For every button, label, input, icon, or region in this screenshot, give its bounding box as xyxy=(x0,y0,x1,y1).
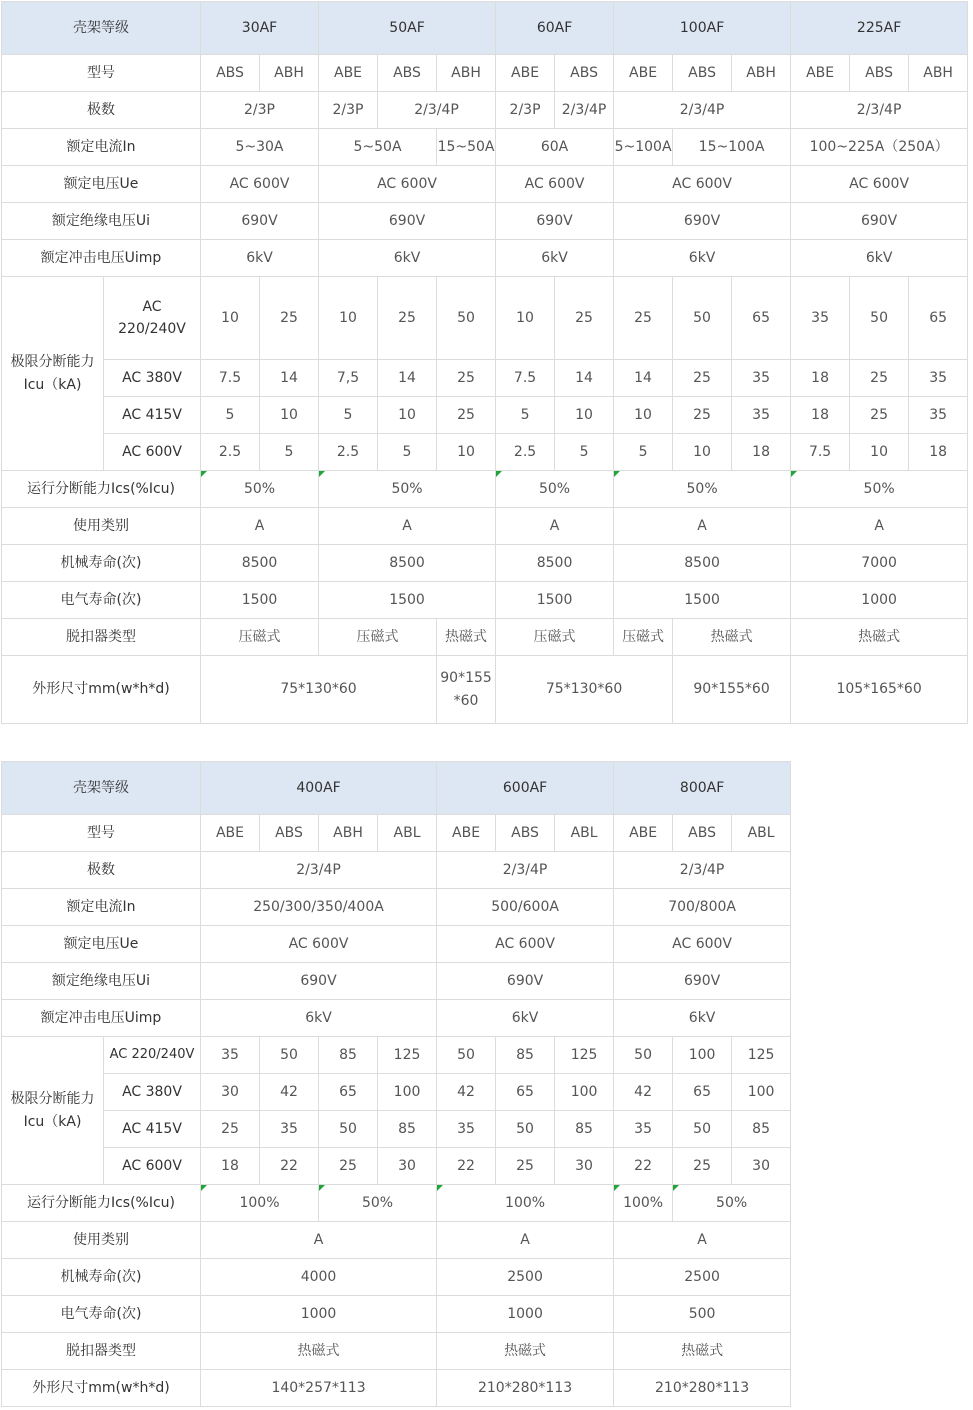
dimensions-cell: 105*165*60 xyxy=(791,656,968,724)
model-label: 型号 xyxy=(2,55,201,92)
trip-type-cell: 热磁式 xyxy=(437,619,496,656)
impulse-voltage-label: 额定冲击电压Uimp xyxy=(2,1000,201,1037)
rated-voltage-cell: AC 600V xyxy=(614,926,791,963)
icu-row xyxy=(2,277,968,360)
category-cell: A xyxy=(319,508,496,545)
icu-cell: 50 xyxy=(319,1111,378,1148)
icu-cell: 25 xyxy=(673,1148,732,1185)
impulse-voltage-row xyxy=(2,240,968,277)
icu-cell: 50 xyxy=(260,1037,319,1074)
electrical-life-label: 电气寿命(次) xyxy=(2,1296,201,1333)
rated-voltage-cell: AC 600V xyxy=(201,166,319,203)
frame-400af: 400AF xyxy=(201,762,437,815)
spec-table-1 xyxy=(1,1,968,724)
category-cell: A xyxy=(201,508,319,545)
rated-voltage-cell: AC 600V xyxy=(319,166,496,203)
frame-600af: 600AF xyxy=(437,762,614,815)
trip-type-cell: 热磁式 xyxy=(791,619,968,656)
icu-cell: 5 xyxy=(319,397,378,434)
ics-label: 运行分断能力Ics(%Icu) xyxy=(2,471,201,508)
icu-cell: 5 xyxy=(201,397,260,434)
icu-cell: 50 xyxy=(614,1037,673,1074)
insulation-voltage-cell: 690V xyxy=(614,963,791,1000)
icu-cell: 125 xyxy=(555,1037,614,1074)
category-cell: A xyxy=(201,1222,437,1259)
icu-label: 极限分断能力Icu（kA) xyxy=(2,277,104,471)
model-cell: ABL xyxy=(732,815,791,852)
icu-cell: 30 xyxy=(555,1148,614,1185)
ics-cell: 50% xyxy=(319,1185,437,1222)
icu-voltage: AC 600V xyxy=(104,434,201,471)
dimensions-cell: 90*155*60 xyxy=(673,656,791,724)
icu-cell: 14 xyxy=(614,360,673,397)
trip-type-cell: 压磁式 xyxy=(614,619,673,656)
electrical-life-cell: 500 xyxy=(614,1296,791,1333)
model-cell: ABL xyxy=(555,815,614,852)
dimensions-row xyxy=(2,1370,791,1407)
icu-cell: 10 xyxy=(437,434,496,471)
rated-current-cell: 60A xyxy=(496,129,614,166)
model-cell: ABE xyxy=(791,55,850,92)
rated-current-row xyxy=(2,129,968,166)
ics-cell: 50% xyxy=(673,1185,791,1222)
icu-cell: 10 xyxy=(673,434,732,471)
trip-type-row xyxy=(2,1333,791,1370)
impulse-voltage-cell: 6kV xyxy=(437,1000,614,1037)
electrical-life-cell: 1500 xyxy=(614,582,791,619)
model-cell: ABS xyxy=(673,55,732,92)
icu-cell: 22 xyxy=(614,1148,673,1185)
ics-cell: 100% xyxy=(614,1185,673,1222)
insulation-voltage-label: 额定绝缘电压Ui xyxy=(2,203,201,240)
trip-type-cell: 压磁式 xyxy=(319,619,437,656)
icu-cell: 25 xyxy=(378,277,437,360)
category-label: 使用类别 xyxy=(2,508,201,545)
category-row xyxy=(2,1222,791,1259)
icu-cell: 18 xyxy=(909,434,968,471)
mechanical-life-cell: 8500 xyxy=(319,545,496,582)
insulation-voltage-cell: 690V xyxy=(201,963,437,1000)
mechanical-life-cell: 8500 xyxy=(496,545,614,582)
rated-voltage-label: 额定电压Ue xyxy=(2,926,201,963)
icu-cell: 85 xyxy=(319,1037,378,1074)
model-row xyxy=(2,815,791,852)
model-cell: ABH xyxy=(909,55,968,92)
impulse-voltage-row xyxy=(2,1000,791,1037)
model-cell: ABS xyxy=(201,55,260,92)
model-cell: ABE xyxy=(614,815,673,852)
icu-voltage: AC 380V xyxy=(104,360,201,397)
electrical-life-cell: 1000 xyxy=(437,1296,614,1333)
dimensions-cell: 75*130*60 xyxy=(201,656,437,724)
category-cell: A xyxy=(791,508,968,545)
frame-grade-label: 壳架等级 xyxy=(2,2,201,55)
icu-cell: 5 xyxy=(555,434,614,471)
icu-cell: 50 xyxy=(496,1111,555,1148)
icu-cell: 50 xyxy=(673,277,732,360)
icu-cell: 25 xyxy=(850,397,909,434)
icu-voltage: AC 600V xyxy=(104,1148,201,1185)
icu-cell: 35 xyxy=(732,360,791,397)
mechanical-life-row xyxy=(2,1259,791,1296)
trip-type-cell: 热磁式 xyxy=(614,1333,791,1370)
icu-cell: 35 xyxy=(437,1111,496,1148)
insulation-voltage-label: 额定绝缘电压Ui xyxy=(2,963,201,1000)
icu-cell: 35 xyxy=(201,1037,260,1074)
ics-cell: 50% xyxy=(496,471,614,508)
insulation-voltage-row xyxy=(2,203,968,240)
model-cell: ABS xyxy=(378,55,437,92)
icu-cell: 35 xyxy=(909,360,968,397)
icu-cell: 25 xyxy=(673,360,732,397)
rated-voltage-cell: AC 600V xyxy=(496,166,614,203)
poles-cell: 2/3P xyxy=(201,92,319,129)
model-cell: ABH xyxy=(260,55,319,92)
model-cell: ABH xyxy=(732,55,791,92)
insulation-voltage-cell: 690V xyxy=(437,963,614,1000)
mechanical-life-label: 机械寿命(次) xyxy=(2,1259,201,1296)
model-cell: ABE xyxy=(201,815,260,852)
icu-cell: 25 xyxy=(614,277,673,360)
impulse-voltage-cell: 6kV xyxy=(496,240,614,277)
poles-cell: 2/3/4P xyxy=(614,852,791,889)
poles-cell: 2/3/4P xyxy=(614,92,791,129)
ics-cell: 100% xyxy=(437,1185,614,1222)
dimensions-cell: 210*280*113 xyxy=(614,1370,791,1407)
model-label: 型号 xyxy=(2,815,201,852)
icu-cell: 18 xyxy=(791,360,850,397)
category-label: 使用类别 xyxy=(2,1222,201,1259)
icu-cell: 14 xyxy=(378,360,437,397)
mechanical-life-cell: 7000 xyxy=(791,545,968,582)
icu-cell: 25 xyxy=(555,277,614,360)
insulation-voltage-row xyxy=(2,963,791,1000)
electrical-life-cell: 1000 xyxy=(201,1296,437,1333)
icu-cell: 30 xyxy=(201,1074,260,1111)
impulse-voltage-cell: 6kV xyxy=(614,1000,791,1037)
icu-cell: 65 xyxy=(319,1074,378,1111)
model-cell: ABS xyxy=(496,815,555,852)
icu-row xyxy=(2,360,968,397)
mechanical-life-row xyxy=(2,545,968,582)
icu-cell: 85 xyxy=(555,1111,614,1148)
spec-table-2 xyxy=(1,761,791,1407)
icu-cell: 50 xyxy=(437,277,496,360)
insulation-voltage-cell: 690V xyxy=(201,203,319,240)
icu-cell: 65 xyxy=(496,1074,555,1111)
insulation-voltage-cell: 690V xyxy=(791,203,968,240)
poles-label: 极数 xyxy=(2,92,201,129)
icu-cell: 30 xyxy=(378,1148,437,1185)
model-cell: ABE xyxy=(496,55,555,92)
rated-current-cell: 5~50A xyxy=(319,129,437,166)
ics-label: 运行分断能力Ics(%Icu) xyxy=(2,1185,201,1222)
icu-cell: 25 xyxy=(496,1148,555,1185)
ics-row xyxy=(2,471,968,508)
icu-cell: 22 xyxy=(260,1148,319,1185)
icu-row xyxy=(2,1037,791,1074)
model-cell: ABE xyxy=(437,815,496,852)
icu-cell: 25 xyxy=(260,277,319,360)
poles-row xyxy=(2,852,791,889)
impulse-voltage-cell: 6kV xyxy=(201,1000,437,1037)
icu-cell: 35 xyxy=(732,397,791,434)
insulation-voltage-cell: 690V xyxy=(319,203,496,240)
icu-voltage: AC 415V xyxy=(104,397,201,434)
model-cell: ABS xyxy=(555,55,614,92)
icu-cell: 7,5 xyxy=(319,360,378,397)
icu-row xyxy=(2,1111,791,1148)
icu-cell: 18 xyxy=(791,397,850,434)
icu-cell: 7.5 xyxy=(201,360,260,397)
model-cell: ABH xyxy=(437,55,496,92)
rated-current-cell: 500/600A xyxy=(437,889,614,926)
mechanical-life-cell: 2500 xyxy=(437,1259,614,1296)
icu-voltage: AC 220/240V xyxy=(104,1037,201,1074)
dimensions-cell: 75*130*60 xyxy=(496,656,673,724)
mechanical-life-cell: 8500 xyxy=(614,545,791,582)
icu-cell: 25 xyxy=(319,1148,378,1185)
model-cell: ABS xyxy=(260,815,319,852)
mechanical-life-cell: 8500 xyxy=(201,545,319,582)
rated-current-cell: 250/300/350/400A xyxy=(201,889,437,926)
trip-type-row xyxy=(2,619,968,656)
ics-cell: 50% xyxy=(791,471,968,508)
icu-cell: 18 xyxy=(732,434,791,471)
icu-cell: 85 xyxy=(496,1037,555,1074)
category-cell: A xyxy=(437,1222,614,1259)
frame-30af: 30AF xyxy=(201,2,319,55)
icu-cell: 2.5 xyxy=(319,434,378,471)
frame-60af: 60AF xyxy=(496,2,614,55)
icu-cell: 125 xyxy=(378,1037,437,1074)
rated-current-cell: 5~30A xyxy=(201,129,319,166)
frame-grade-row xyxy=(2,2,968,55)
icu-cell: 65 xyxy=(909,277,968,360)
electrical-life-cell: 1000 xyxy=(791,582,968,619)
icu-cell: 10 xyxy=(555,397,614,434)
trip-type-cell: 热磁式 xyxy=(437,1333,614,1370)
icu-cell: 25 xyxy=(437,360,496,397)
icu-cell: 5 xyxy=(496,397,555,434)
icu-row xyxy=(2,1148,791,1185)
model-row xyxy=(2,55,968,92)
category-cell: A xyxy=(496,508,614,545)
rated-current-cell: 5~100A xyxy=(614,129,673,166)
ics-cell: 50% xyxy=(319,471,496,508)
icu-cell: 10 xyxy=(260,397,319,434)
model-cell: ABS xyxy=(673,815,732,852)
trip-type-cell: 热磁式 xyxy=(673,619,791,656)
icu-cell: 14 xyxy=(555,360,614,397)
icu-cell: 7.5 xyxy=(496,360,555,397)
ics-cell: 50% xyxy=(614,471,791,508)
rated-voltage-label: 额定电压Ue xyxy=(2,166,201,203)
icu-cell: 85 xyxy=(732,1111,791,1148)
icu-cell: 35 xyxy=(614,1111,673,1148)
category-row xyxy=(2,508,968,545)
icu-cell: 35 xyxy=(791,277,850,360)
icu-cell: 10 xyxy=(378,397,437,434)
icu-cell: 85 xyxy=(378,1111,437,1148)
icu-cell: 42 xyxy=(437,1074,496,1111)
trip-type-cell: 压磁式 xyxy=(201,619,319,656)
dimensions-row xyxy=(2,656,968,724)
icu-row xyxy=(2,1074,791,1111)
rated-current-label: 额定电流In xyxy=(2,129,201,166)
icu-cell: 65 xyxy=(732,277,791,360)
poles-row xyxy=(2,92,968,129)
rated-current-cell: 15~50A xyxy=(437,129,496,166)
trip-type-cell: 压磁式 xyxy=(496,619,614,656)
insulation-voltage-cell: 690V xyxy=(614,203,791,240)
impulse-voltage-cell: 6kV xyxy=(791,240,968,277)
rated-voltage-cell: AC 600V xyxy=(201,926,437,963)
category-cell: A xyxy=(614,1222,791,1259)
icu-cell: 30 xyxy=(732,1148,791,1185)
icu-cell: 5 xyxy=(378,434,437,471)
electrical-life-row xyxy=(2,1296,791,1333)
rated-current-cell: 100~225A（250A） xyxy=(791,129,968,166)
model-cell: ABS xyxy=(850,55,909,92)
mechanical-life-cell: 2500 xyxy=(614,1259,791,1296)
icu-cell: 50 xyxy=(673,1111,732,1148)
poles-cell: 2/3/4P xyxy=(555,92,614,129)
icu-cell: 10 xyxy=(850,434,909,471)
icu-cell: 25 xyxy=(201,1111,260,1148)
icu-cell: 2.5 xyxy=(201,434,260,471)
icu-voltage: AC 380V xyxy=(104,1074,201,1111)
icu-cell: 25 xyxy=(850,360,909,397)
dimensions-cell: 210*280*113 xyxy=(437,1370,614,1407)
rated-voltage-cell: AC 600V xyxy=(791,166,968,203)
frame-100af: 100AF xyxy=(614,2,791,55)
frame-800af: 800AF xyxy=(614,762,791,815)
icu-cell: 42 xyxy=(260,1074,319,1111)
rated-voltage-cell: AC 600V xyxy=(614,166,791,203)
icu-cell: 25 xyxy=(437,397,496,434)
icu-label: 极限分断能力Icu（kA) xyxy=(2,1037,104,1185)
rated-current-label: 额定电流In xyxy=(2,889,201,926)
poles-label: 极数 xyxy=(2,852,201,889)
dimensions-label: 外形尺寸mm(w*h*d) xyxy=(2,1370,201,1407)
electrical-life-label: 电气寿命(次) xyxy=(2,582,201,619)
icu-cell: 10 xyxy=(201,277,260,360)
icu-cell: 5 xyxy=(614,434,673,471)
icu-cell: 5 xyxy=(260,434,319,471)
rated-voltage-cell: AC 600V xyxy=(437,926,614,963)
icu-cell: 50 xyxy=(850,277,909,360)
icu-cell: 65 xyxy=(673,1074,732,1111)
icu-cell: 50 xyxy=(437,1037,496,1074)
icu-row xyxy=(2,397,968,434)
icu-cell: 100 xyxy=(732,1074,791,1111)
model-cell: ABL xyxy=(378,815,437,852)
icu-voltage: AC 415V xyxy=(104,1111,201,1148)
electrical-life-cell: 1500 xyxy=(201,582,319,619)
electrical-life-cell: 1500 xyxy=(319,582,496,619)
frame-grade-label: 壳架等级 xyxy=(2,762,201,815)
model-cell: ABE xyxy=(614,55,673,92)
dimensions-label: 外形尺寸mm(w*h*d) xyxy=(2,656,201,724)
trip-type-cell: 热磁式 xyxy=(201,1333,437,1370)
icu-cell: 42 xyxy=(614,1074,673,1111)
icu-row xyxy=(2,434,968,471)
frame-50af: 50AF xyxy=(319,2,496,55)
icu-cell: 35 xyxy=(909,397,968,434)
poles-cell: 2/3/4P xyxy=(201,852,437,889)
icu-cell: 22 xyxy=(437,1148,496,1185)
frame-225af: 225AF xyxy=(791,2,968,55)
frame-grade-row xyxy=(2,762,791,815)
icu-cell: 35 xyxy=(260,1111,319,1148)
trip-type-label: 脱扣器类型 xyxy=(2,1333,201,1370)
category-cell: A xyxy=(614,508,791,545)
rated-current-cell: 15~100A xyxy=(673,129,791,166)
impulse-voltage-cell: 6kV xyxy=(614,240,791,277)
icu-cell: 100 xyxy=(378,1074,437,1111)
ics-cell: 100% xyxy=(201,1185,319,1222)
impulse-voltage-label: 额定冲击电压Uimp xyxy=(2,240,201,277)
rated-voltage-row xyxy=(2,926,791,963)
poles-cell: 2/3/4P xyxy=(437,852,614,889)
insulation-voltage-cell: 690V xyxy=(496,203,614,240)
icu-voltage: AC 220/240V xyxy=(104,277,201,360)
icu-cell: 2.5 xyxy=(496,434,555,471)
icu-cell: 100 xyxy=(673,1037,732,1074)
icu-cell: 10 xyxy=(496,277,555,360)
poles-cell: 2/3/4P xyxy=(378,92,496,129)
icu-cell: 125 xyxy=(732,1037,791,1074)
icu-cell: 18 xyxy=(201,1148,260,1185)
rated-current-cell: 700/800A xyxy=(614,889,791,926)
model-cell: ABH xyxy=(319,815,378,852)
dimensions-cell: 140*257*113 xyxy=(201,1370,437,1407)
icu-cell: 7.5 xyxy=(791,434,850,471)
impulse-voltage-cell: 6kV xyxy=(319,240,496,277)
electrical-life-cell: 1500 xyxy=(496,582,614,619)
icu-cell: 10 xyxy=(319,277,378,360)
poles-cell: 2/3P xyxy=(319,92,378,129)
electrical-life-row xyxy=(2,582,968,619)
icu-cell: 10 xyxy=(614,397,673,434)
mechanical-life-cell: 4000 xyxy=(201,1259,437,1296)
model-cell: ABE xyxy=(319,55,378,92)
icu-cell: 14 xyxy=(260,360,319,397)
dimensions-cell: 90*155 *60 xyxy=(437,656,496,724)
icu-cell: 100 xyxy=(555,1074,614,1111)
rated-current-row xyxy=(2,889,791,926)
ics-cell: 50% xyxy=(201,471,319,508)
rated-voltage-row xyxy=(2,166,968,203)
icu-cell: 25 xyxy=(673,397,732,434)
trip-type-label: 脱扣器类型 xyxy=(2,619,201,656)
poles-cell: 2/3P xyxy=(496,92,555,129)
impulse-voltage-cell: 6kV xyxy=(201,240,319,277)
mechanical-life-label: 机械寿命(次) xyxy=(2,545,201,582)
poles-cell: 2/3/4P xyxy=(791,92,968,129)
ics-row xyxy=(2,1185,791,1222)
